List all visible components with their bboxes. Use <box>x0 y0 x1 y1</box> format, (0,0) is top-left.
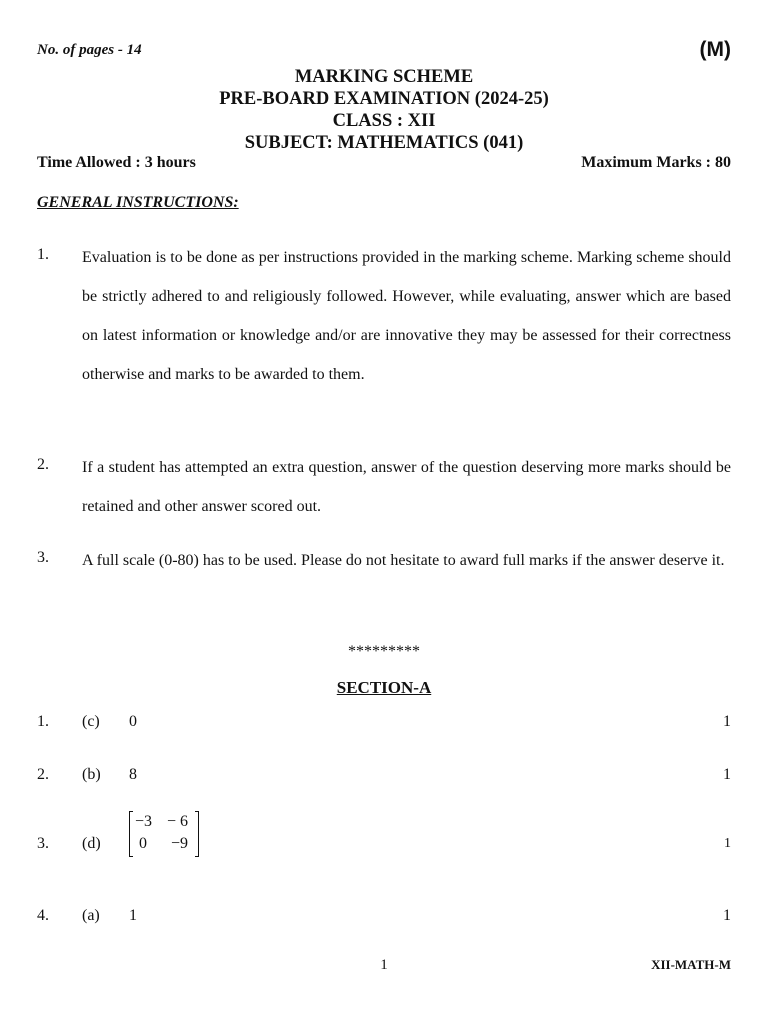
answer-row <box>37 764 731 786</box>
matrix-left-bracket <box>129 811 133 857</box>
answer-matrix <box>129 809 199 857</box>
question-number: 1. <box>37 713 49 730</box>
question-number: 2. <box>37 766 49 783</box>
answer-value: 8 <box>129 766 137 783</box>
answer-row <box>37 905 731 927</box>
instruction-number: 3. <box>37 549 49 566</box>
instruction-item <box>37 238 731 394</box>
answer-option: (b) <box>82 766 101 783</box>
general-instructions-heading: GENERAL INSTRUCTIONS: <box>37 194 239 211</box>
subject-name: SUBJECT: MATHEMATICS (041) <box>244 133 524 153</box>
separator-stars: ********* <box>348 643 420 660</box>
section-title <box>0 678 768 698</box>
question-number: 4. <box>37 907 49 924</box>
time-allowed: Time Allowed : 3 hours <box>37 154 196 171</box>
instruction-item <box>37 541 731 580</box>
matrix-cell: − 6 <box>167 813 189 830</box>
exam-name: PRE-BOARD EXAMINATION (2024-25) <box>219 89 549 109</box>
answer-marks: 1 <box>724 836 731 851</box>
instruction-number: 1. <box>37 246 49 263</box>
matrix-cell: −9 <box>171 835 189 852</box>
answer-row <box>37 813 731 855</box>
matrix-cell: 0 <box>139 835 147 852</box>
section-title-text: SECTION-A <box>336 678 432 697</box>
question-number: 3. <box>37 835 49 852</box>
instruction-text: Evaluation is to be done as per instructions provided in the marking scheme. Marking scheme should be strictly adhered to and religiously followed. However, while evaluating, answer which are based on latest information or knowledge and/or are innovative they may be assessed for their correctness otherwise and marks to be awarded to them. <box>82 249 731 383</box>
answer-row <box>37 711 731 733</box>
maximum-marks: Maximum Marks : 80 <box>581 154 731 171</box>
set-code: (M) <box>699 38 731 61</box>
class-name: CLASS : XII <box>332 111 436 131</box>
page-number: 1 <box>380 957 388 973</box>
paper-code: XII-MATH-M <box>651 957 731 972</box>
answer-value: 1 <box>129 907 137 924</box>
instruction-number: 2. <box>37 456 49 473</box>
answer-option: (c) <box>82 713 100 730</box>
matrix-cell: −3 <box>135 813 153 830</box>
instruction-item <box>37 448 731 526</box>
answer-marks: 1 <box>723 766 731 783</box>
answer-marks: 1 <box>723 907 731 924</box>
matrix-right-bracket <box>195 811 199 857</box>
document-title: MARKING SCHEME <box>294 67 474 87</box>
pages-note: No. of pages - 14 <box>37 42 142 58</box>
answer-marks: 1 <box>723 713 731 730</box>
answer-option: (a) <box>82 907 100 924</box>
answer-option: (d) <box>82 835 101 852</box>
answer-value: 0 <box>129 713 137 730</box>
instruction-text: A full scale (0-80) has to be used. Please do not hesitate to award full marks if the answer deserve it. <box>82 552 725 569</box>
instruction-text: If a student has attempted an extra question, answer of the question deserving more marks should be retained and other answer scored out. <box>82 459 731 515</box>
